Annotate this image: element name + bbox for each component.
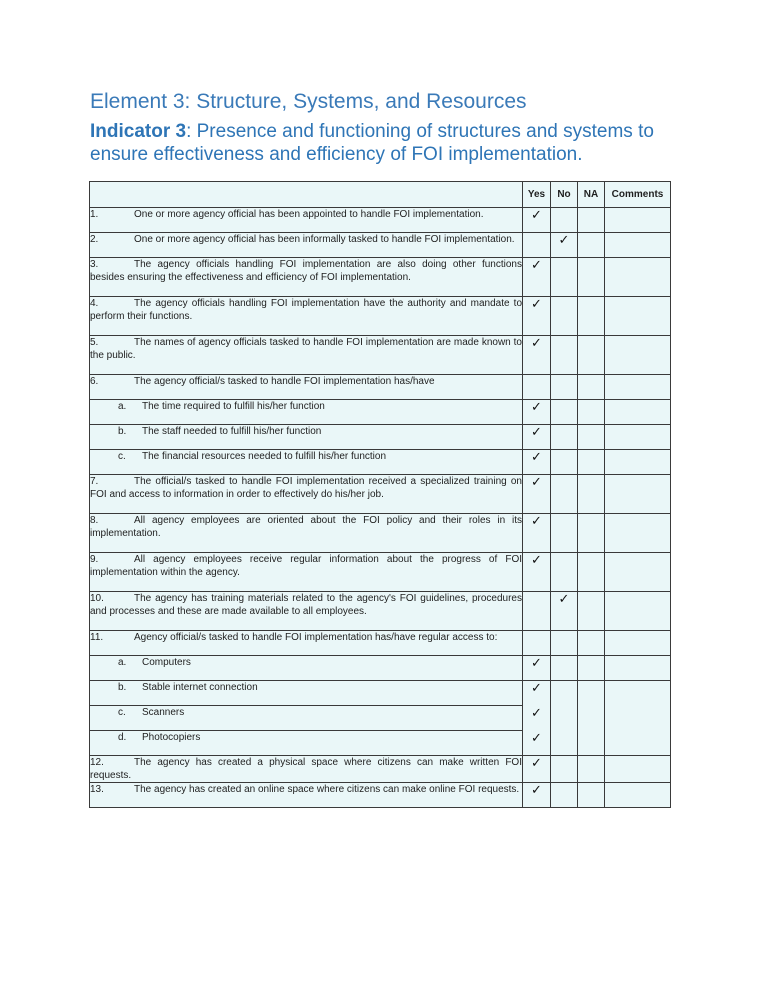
item-number: 3. — [90, 259, 99, 270]
question-cell — [90, 425, 523, 450]
yes-mark-cell — [523, 336, 551, 375]
comments-cell — [605, 233, 671, 258]
item-number: 11. — [90, 632, 104, 643]
question-cell — [90, 233, 523, 258]
no-mark-cell — [551, 208, 578, 233]
item-text: The agency officials handling FOI implementation are also doing other functions besides ensuring the effectiveness and efficiency of FOI implementation. — [90, 259, 522, 283]
yes-mark-cell — [523, 450, 551, 475]
item-text: Agency official/s tasked to handle FOI implementation has/have regular access to: — [134, 632, 498, 643]
question-cell — [90, 208, 523, 233]
item-text: One or more agency official has been appointed to handle FOI implementation. — [134, 209, 484, 220]
no-mark-cell — [551, 233, 578, 258]
table-row — [90, 706, 671, 731]
na-mark-cell — [578, 631, 605, 656]
na-mark-cell — [578, 731, 605, 756]
table-row — [90, 208, 671, 233]
check-icon: ✓ — [531, 680, 542, 695]
na-mark-cell — [578, 336, 605, 375]
table-row — [90, 514, 671, 553]
indicator-text: : Presence and functioning of structures and systems to ensure effectiveness and efficiency of FOI implementation. — [90, 121, 654, 165]
comments-cell — [605, 592, 671, 631]
na-mark-cell — [578, 208, 605, 233]
check-icon: ✓ — [531, 782, 542, 797]
no-mark-cell — [551, 756, 578, 783]
yes-mark-cell — [523, 258, 551, 297]
question-cell — [90, 400, 523, 425]
item-number: 5. — [90, 337, 99, 348]
na-mark-cell — [578, 783, 605, 808]
table-row — [90, 233, 671, 258]
yes-mark-cell — [523, 756, 551, 783]
item-text: One or more agency official has been informally tasked to handle FOI implementation. — [134, 234, 515, 245]
check-icon: ✓ — [531, 513, 542, 528]
na-mark-cell — [578, 450, 605, 475]
yes-mark-cell — [523, 425, 551, 450]
comments-cell — [605, 783, 671, 808]
item-number: 9. — [90, 554, 99, 565]
table-row — [90, 258, 671, 297]
no-mark-cell — [551, 258, 578, 297]
item-text: All agency employees receive regular information about the progress of FOI implementation within the agency. — [90, 554, 522, 578]
item-text: The time required to fulfill his/her function — [142, 401, 325, 412]
comments-cell — [605, 756, 671, 783]
indicator-label: Indicator 3 — [90, 121, 187, 142]
check-icon: ✓ — [558, 591, 570, 606]
item-text: All agency employees are oriented about the FOI policy and their roles in its implementation. — [90, 515, 522, 539]
table-row — [90, 592, 671, 631]
table-row — [90, 756, 671, 783]
item-number: c. — [118, 707, 126, 718]
na-mark-cell — [578, 681, 605, 706]
check-icon: ✓ — [531, 257, 542, 272]
yes-mark-cell — [523, 400, 551, 425]
header-na: NA — [578, 182, 605, 208]
no-mark-cell — [551, 400, 578, 425]
yes-mark-cell — [523, 656, 551, 681]
comments-cell — [605, 450, 671, 475]
question-cell — [90, 258, 523, 297]
question-cell — [90, 631, 523, 656]
comments-cell — [605, 208, 671, 233]
item-text: Computers — [142, 657, 191, 668]
comments-cell — [605, 631, 671, 656]
header-question — [90, 182, 523, 208]
table-header-row — [90, 182, 671, 208]
question-cell — [90, 375, 523, 400]
item-number: 10. — [90, 593, 104, 604]
comments-cell — [605, 297, 671, 336]
check-icon: ✓ — [531, 755, 542, 770]
check-icon: ✓ — [531, 296, 542, 311]
item-text: The staff needed to fulfill his/her function — [142, 426, 322, 437]
table-row — [90, 450, 671, 475]
yes-mark-cell — [523, 631, 551, 656]
item-text: The official/s tasked to handle FOI implementation received a specialized training on FOI and access to information in order to effectively do his/her job. — [90, 476, 522, 500]
item-number: a. — [118, 657, 127, 668]
item-text: Photocopiers — [142, 732, 201, 743]
item-text: The agency official/s tasked to handle FOI implementation has/have — [134, 376, 435, 387]
item-text: The names of agency officials tasked to handle FOI implementation are made known to the public. — [90, 337, 522, 361]
yes-mark-cell — [523, 592, 551, 631]
na-mark-cell — [578, 297, 605, 336]
check-icon: ✓ — [558, 232, 570, 247]
check-icon: ✓ — [531, 655, 542, 670]
question-cell — [90, 783, 523, 808]
table-row — [90, 731, 671, 756]
yes-mark-cell — [523, 475, 551, 514]
no-mark-cell — [551, 656, 578, 681]
yes-mark-cell — [523, 514, 551, 553]
na-mark-cell — [578, 553, 605, 592]
comments-cell — [605, 336, 671, 375]
comments-cell — [605, 375, 671, 400]
no-mark-cell — [551, 783, 578, 808]
no-mark-cell — [551, 450, 578, 475]
question-cell — [90, 514, 523, 553]
na-mark-cell — [578, 706, 605, 731]
comments-cell — [605, 514, 671, 553]
na-mark-cell — [578, 233, 605, 258]
no-mark-cell — [551, 631, 578, 656]
question-cell — [90, 656, 523, 681]
question-cell — [90, 592, 523, 631]
table-row — [90, 475, 671, 514]
no-mark-cell — [551, 425, 578, 450]
item-number: c. — [118, 451, 126, 462]
item-number: 13. — [90, 784, 104, 795]
na-mark-cell — [578, 656, 605, 681]
na-mark-cell — [578, 375, 605, 400]
item-text: Stable internet connection — [142, 682, 258, 693]
item-number: a. — [118, 401, 127, 412]
question-cell — [90, 756, 523, 783]
yes-mark-cell — [523, 706, 551, 731]
question-cell — [90, 553, 523, 592]
yes-mark-cell — [523, 731, 551, 756]
table-row — [90, 656, 671, 681]
no-mark-cell — [551, 553, 578, 592]
question-cell — [90, 706, 523, 731]
item-number: 12. — [90, 757, 104, 768]
question-cell — [90, 731, 523, 756]
comments-cell — [605, 553, 671, 592]
yes-mark-cell — [523, 681, 551, 706]
table-row — [90, 297, 671, 336]
no-mark-cell — [551, 706, 578, 731]
comments-cell — [605, 656, 671, 681]
check-icon: ✓ — [531, 552, 542, 567]
item-text: The agency has created a physical space where citizens can make written FOI requests. — [90, 757, 522, 781]
check-icon: ✓ — [531, 729, 542, 745]
check-icon: ✓ — [531, 424, 542, 439]
no-mark-cell — [551, 475, 578, 514]
no-mark-cell — [551, 336, 578, 375]
question-cell — [90, 450, 523, 475]
item-number: 7. — [90, 476, 99, 487]
yes-mark-cell — [523, 375, 551, 400]
comments-cell — [605, 681, 671, 706]
header-no: No — [551, 182, 578, 208]
comments-cell — [605, 425, 671, 450]
yes-mark-cell — [523, 297, 551, 336]
item-number: 4. — [90, 298, 99, 309]
item-number: 6. — [90, 376, 99, 387]
check-icon: ✓ — [531, 335, 542, 350]
na-mark-cell — [578, 514, 605, 553]
table-row — [90, 336, 671, 375]
yes-mark-cell — [523, 208, 551, 233]
foi-checklist-table — [89, 181, 671, 808]
check-icon: ✓ — [531, 704, 542, 720]
item-text: The agency officials handling FOI implementation have the authority and mandate to perform their functions. — [90, 298, 522, 322]
yes-mark-cell — [523, 783, 551, 808]
check-icon: ✓ — [531, 207, 542, 222]
header-yes: Yes — [523, 182, 551, 208]
no-mark-cell — [551, 731, 578, 756]
item-number: b. — [118, 682, 127, 693]
table-row — [90, 425, 671, 450]
no-mark-cell — [551, 681, 578, 706]
no-mark-cell — [551, 297, 578, 336]
table-row — [90, 553, 671, 592]
item-number: 2. — [90, 234, 99, 245]
item-number: 1. — [90, 209, 99, 220]
header-comments: Comments — [605, 182, 671, 208]
na-mark-cell — [578, 592, 605, 631]
comments-cell — [605, 475, 671, 514]
check-icon: ✓ — [531, 474, 542, 489]
table-row — [90, 400, 671, 425]
table-row — [90, 375, 671, 400]
item-number: b. — [118, 426, 127, 437]
comments-cell — [605, 706, 671, 731]
na-mark-cell — [578, 756, 605, 783]
indicator-heading — [90, 120, 690, 166]
na-mark-cell — [578, 258, 605, 297]
item-text: The agency has training materials related to the agency's FOI guidelines, procedures and processes and these are made available to all employees. — [90, 593, 522, 617]
item-number: d. — [118, 732, 127, 743]
no-mark-cell — [551, 514, 578, 553]
na-mark-cell — [578, 475, 605, 514]
table-row — [90, 783, 671, 808]
yes-mark-cell — [523, 233, 551, 258]
item-number: 8. — [90, 515, 99, 526]
yes-mark-cell — [523, 553, 551, 592]
no-mark-cell — [551, 592, 578, 631]
comments-cell — [605, 400, 671, 425]
question-cell — [90, 336, 523, 375]
comments-cell — [605, 731, 671, 756]
no-mark-cell — [551, 375, 578, 400]
question-cell — [90, 681, 523, 706]
item-text: The financial resources needed to fulfill his/her function — [142, 451, 387, 462]
table-row — [90, 681, 671, 706]
element-title: Element 3: Structure, Systems, and Resources — [90, 90, 527, 113]
na-mark-cell — [578, 400, 605, 425]
question-cell — [90, 475, 523, 514]
item-text: The agency has created an online space where citizens can make online FOI requests. — [134, 784, 520, 795]
item-text: Scanners — [142, 707, 185, 718]
question-cell — [90, 297, 523, 336]
check-icon: ✓ — [531, 449, 542, 464]
check-icon: ✓ — [531, 399, 542, 414]
table-row — [90, 631, 671, 656]
comments-cell — [605, 258, 671, 297]
na-mark-cell — [578, 425, 605, 450]
